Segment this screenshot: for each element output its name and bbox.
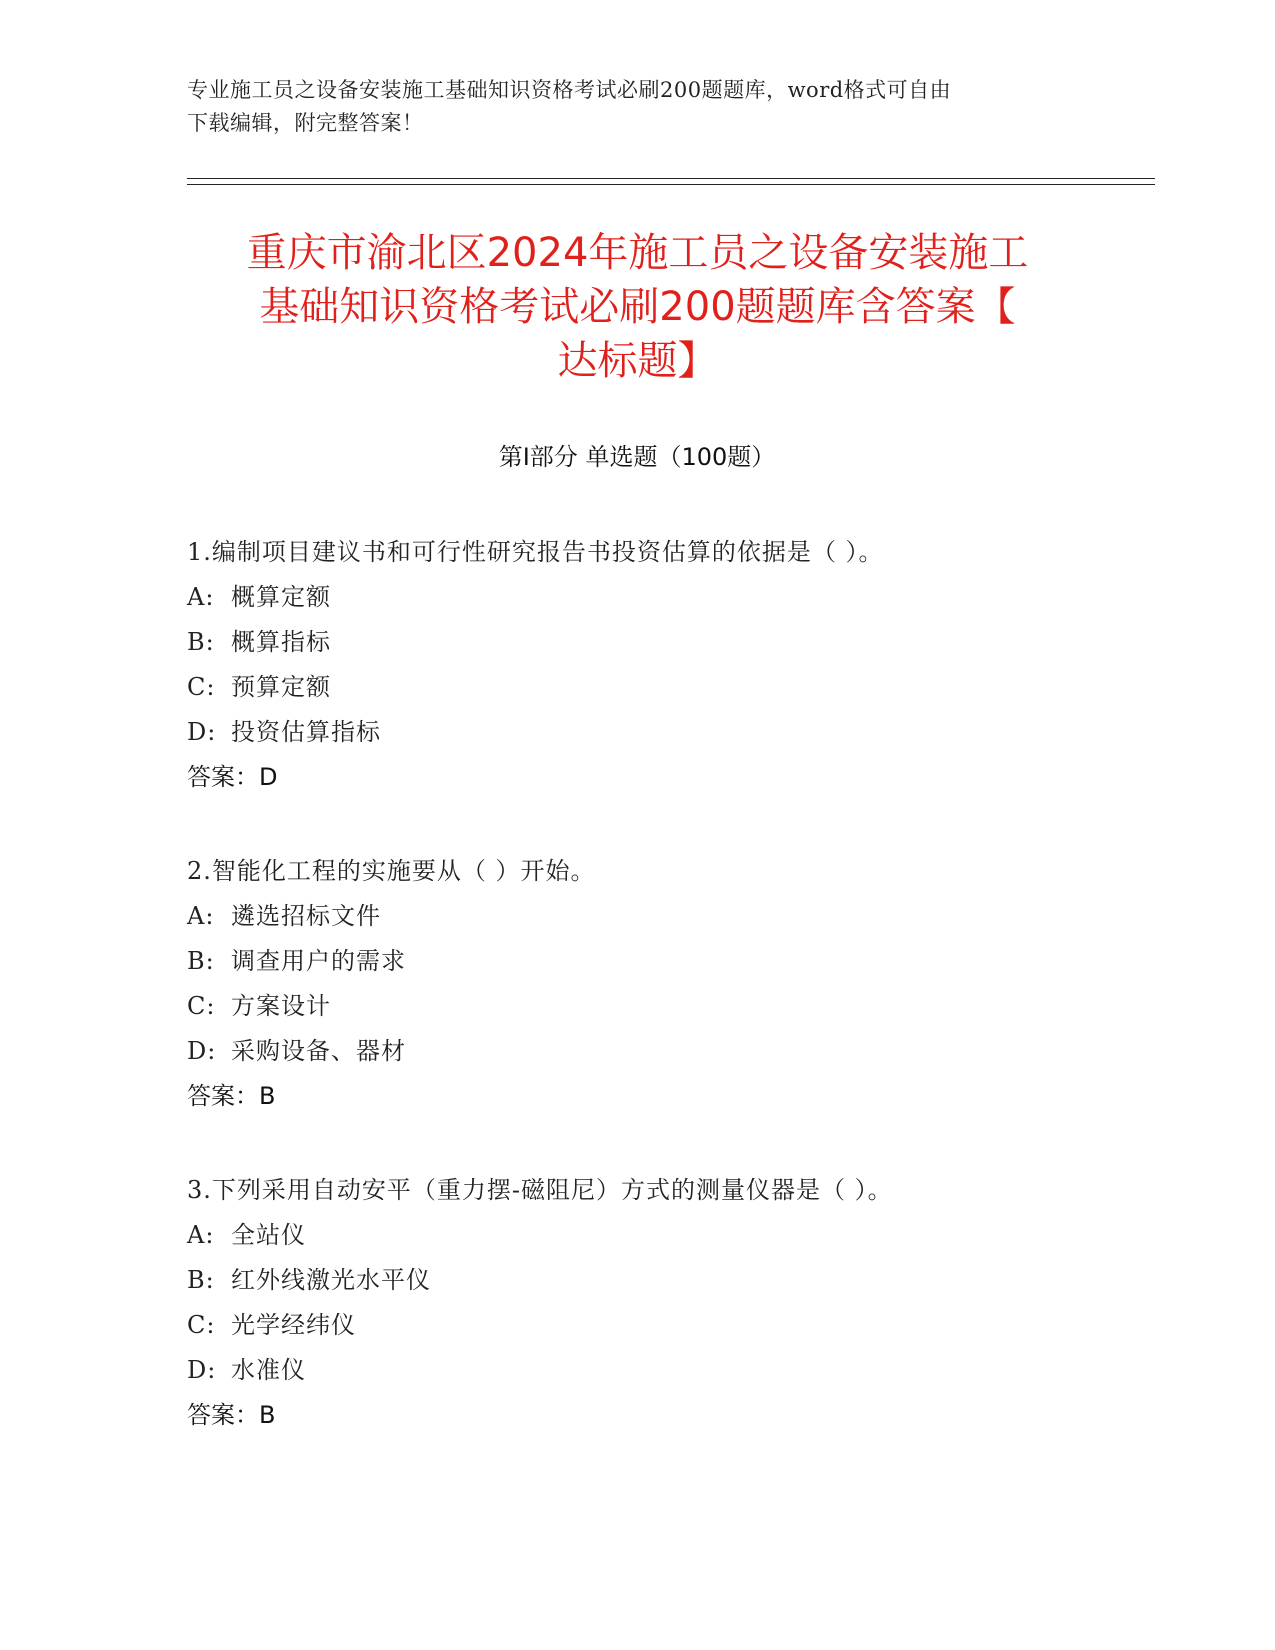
header-note-line-2: 下载编辑，附完整答案！	[187, 111, 424, 135]
document-title-line-1: 重庆市渝北区2024年施工员之设备安装施工	[246, 230, 1029, 276]
option-text: 方案设计	[231, 992, 331, 1020]
question-stem: 3.下列采用自动安平（重力摆-磁阻尼）方式的测量仪器是（ ）。	[187, 1176, 893, 1204]
option-text: 预算定额	[231, 673, 331, 701]
option-text: 概算定额	[231, 583, 331, 611]
option-text: 投资估算指标	[231, 718, 381, 746]
question-1	[187, 530, 1087, 800]
option-letter: A:	[187, 1221, 215, 1249]
answer-line: 答案：D	[187, 763, 278, 791]
option-b	[187, 939, 1087, 984]
answer-line: 答案：B	[187, 1082, 276, 1110]
option-letter: D:	[187, 1037, 217, 1065]
option-c	[187, 984, 1087, 1029]
option-c	[187, 665, 1087, 710]
header-rule-top	[187, 178, 1155, 179]
option-text: 光学经纬仪	[231, 1311, 356, 1339]
option-d	[187, 1029, 1087, 1074]
option-letter: B:	[187, 947, 215, 975]
option-letter: D:	[187, 718, 217, 746]
option-letter: D:	[187, 1356, 217, 1384]
section-heading: 第I部分 单选题（100题）	[498, 443, 776, 471]
question-stem: 2.智能化工程的实施要从（ ）开始。	[187, 857, 596, 885]
option-b	[187, 620, 1087, 665]
option-d	[187, 710, 1087, 755]
document-title-line-2: 基础知识资格考试必刷200题题库含答案【	[259, 284, 1016, 330]
option-text: 全站仪	[231, 1221, 306, 1249]
answer-line: 答案：B	[187, 1401, 276, 1429]
header-rule-bottom	[187, 184, 1155, 185]
option-a	[187, 575, 1087, 620]
option-a	[187, 1213, 1087, 1258]
option-c	[187, 1303, 1087, 1348]
option-d	[187, 1348, 1087, 1393]
question-stem: 1.编制项目建议书和可行性研究报告书投资估算的依据是（ ）。	[187, 538, 884, 566]
option-a	[187, 894, 1087, 939]
option-text: 调查用户的需求	[231, 947, 406, 975]
option-text: 采购设备、器材	[231, 1037, 406, 1065]
option-letter: A:	[187, 583, 215, 611]
option-text: 水准仪	[231, 1356, 306, 1384]
header-note	[187, 74, 1087, 140]
question-2	[187, 849, 1087, 1119]
header-note-line-1: 专业施工员之设备安装施工基础知识资格考试必刷200题题库，word格式可自由	[187, 78, 952, 102]
option-text: 概算指标	[231, 628, 331, 656]
option-letter: B:	[187, 1266, 215, 1294]
option-letter: C:	[187, 673, 216, 701]
document-title-line-3: 达标题】	[557, 338, 718, 384]
document-title	[180, 226, 1095, 388]
option-letter: B:	[187, 628, 215, 656]
option-letter: C:	[187, 992, 216, 1020]
option-text: 红外线激光水平仪	[231, 1266, 431, 1294]
option-text: 遴选招标文件	[231, 902, 381, 930]
question-3	[187, 1168, 1087, 1438]
option-letter: C:	[187, 1311, 216, 1339]
option-b	[187, 1258, 1087, 1303]
option-letter: A:	[187, 902, 215, 930]
